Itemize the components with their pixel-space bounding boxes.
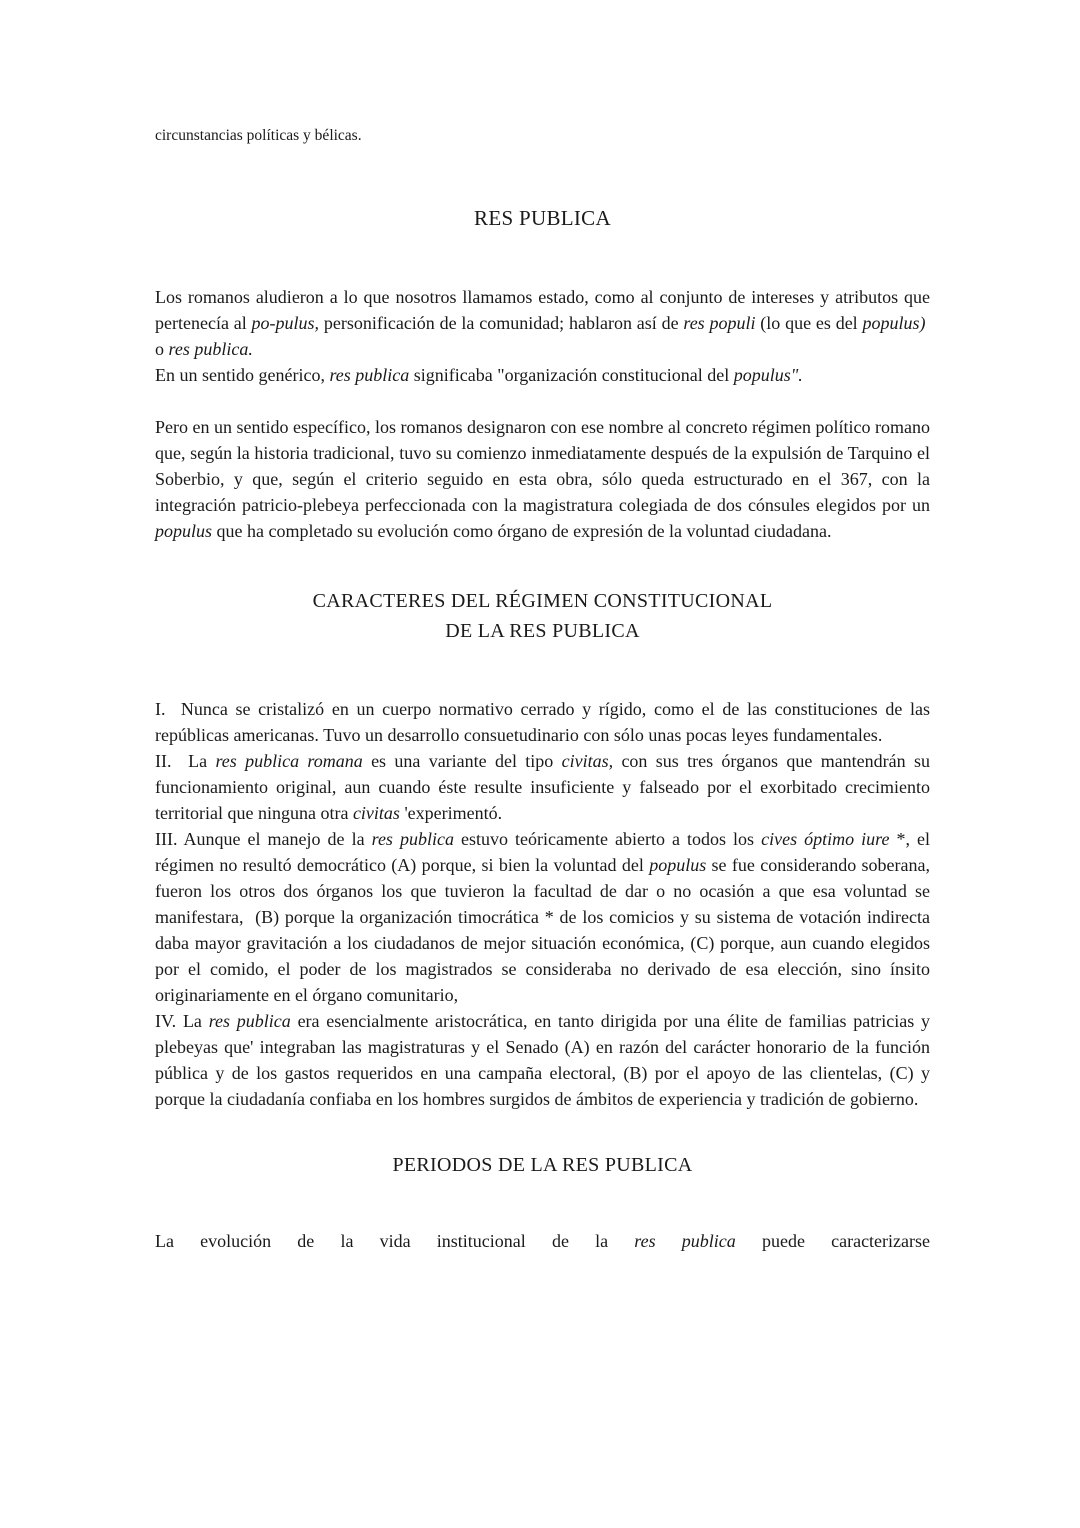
paragraph-evolucion: La evolución de la vida institucional de la res publica puede caracterizarse	[155, 1231, 931, 1251]
paragraph-sentido-generico: En un sentido genérico, res publica significaba "organización constitucional del populus".	[155, 365, 803, 385]
section-title-periodos: PERIODOS DE LA RES PUBLICA	[392, 1154, 693, 1176]
list-item-IV: IV. La res publica era esencialmente aristocrática, en tanto dirigida por una élite de familias patricias y plebeyas que' integraban las magistraturas y el Senado (A) en razón del carácter honorario de la función pública y de los gastos requeridos en una campaña electoral, (B) por el apoyo de las clientelas, (C) y porque la ciudadanía confiaba en los hombres surgidos de ámbitos de experiencia y tradición de gobierno.	[155, 1011, 930, 1109]
section-title-caracteres	[155, 586, 930, 646]
paragraph-res-publica-intro: Los romanos aludieron a lo que nosotros llamamos estado, como al conjunto de intereses y atributos que pertenecía al po-pulus, personificación de la comunidad; hablaron así de res populi (lo que es del populus) o res publica.	[155, 287, 930, 359]
section-title-res-publica: RES PUBLICA	[474, 206, 611, 230]
paragraph-sentido-especifico: Pero en un sentido específico, los romanos designaron con ese nombre al concreto régimen político romano que, según la historia tradicional, tuvo su comienzo inmediatamente después de la expulsión de Tarquino el Soberbio, y que, según el criterio seguido en esta obra, sólo queda estructurado en el 367, con la integración patricio-plebeya perfeccionada con la magistratura colegiada de dos cónsules elegidos por un populus que ha completado su evolución como órgano de expresión de la voluntad ciudadana.	[155, 417, 930, 541]
list-item-II: II. La res publica romana es una variante del tipo civitas, con sus tres órganos que mantendrán su funcionamiento original, aun cuando éste resulte insuficiente y falseado por el exorbitado crecimiento territorial que ninguna otra civitas 'experimentó.	[155, 751, 930, 823]
numbered-characteristics-list	[155, 696, 930, 1112]
heading-caracteres-line-2: DE LA RES PUBLICA	[445, 620, 640, 642]
running-text-top-line: circunstancias políticas y bélicas.	[155, 127, 362, 144]
heading-caracteres-line-1: CARACTERES DEL RÉGIMEN CONSTITUCIONAL	[312, 590, 773, 612]
list-item-III: III. Aunque el manejo de la res publica estuvo teóricamente abierto a todos los cives óptimo iure *, el régimen no resultó democrático (A) porque, si bien la voluntad del populus se fue considerando soberana, fueron los otros dos órganos los que tuvieron la facultad de dar o no ocasión a que esa voluntad se manifestara, (B) porque la organización timocrática * de los comicios y su sistema de votación indirecta daba mayor gravitación a los ciudadanos de mejor situación económica, (C) porque, aun cuando elegidos por el comido, el poder de los magistrados se consideraba no derivado de esa elección, sino ínsito originariamente en el órgano comunitario,	[155, 829, 931, 1005]
list-item-I: I. Nunca se cristalizó en un cuerpo normativo cerrado y rígido, como el de las constituciones de las repúblicas americanas. Tuvo un desarrollo consuetudinario con sólo unas pocas leyes fundamentales.	[155, 699, 930, 745]
